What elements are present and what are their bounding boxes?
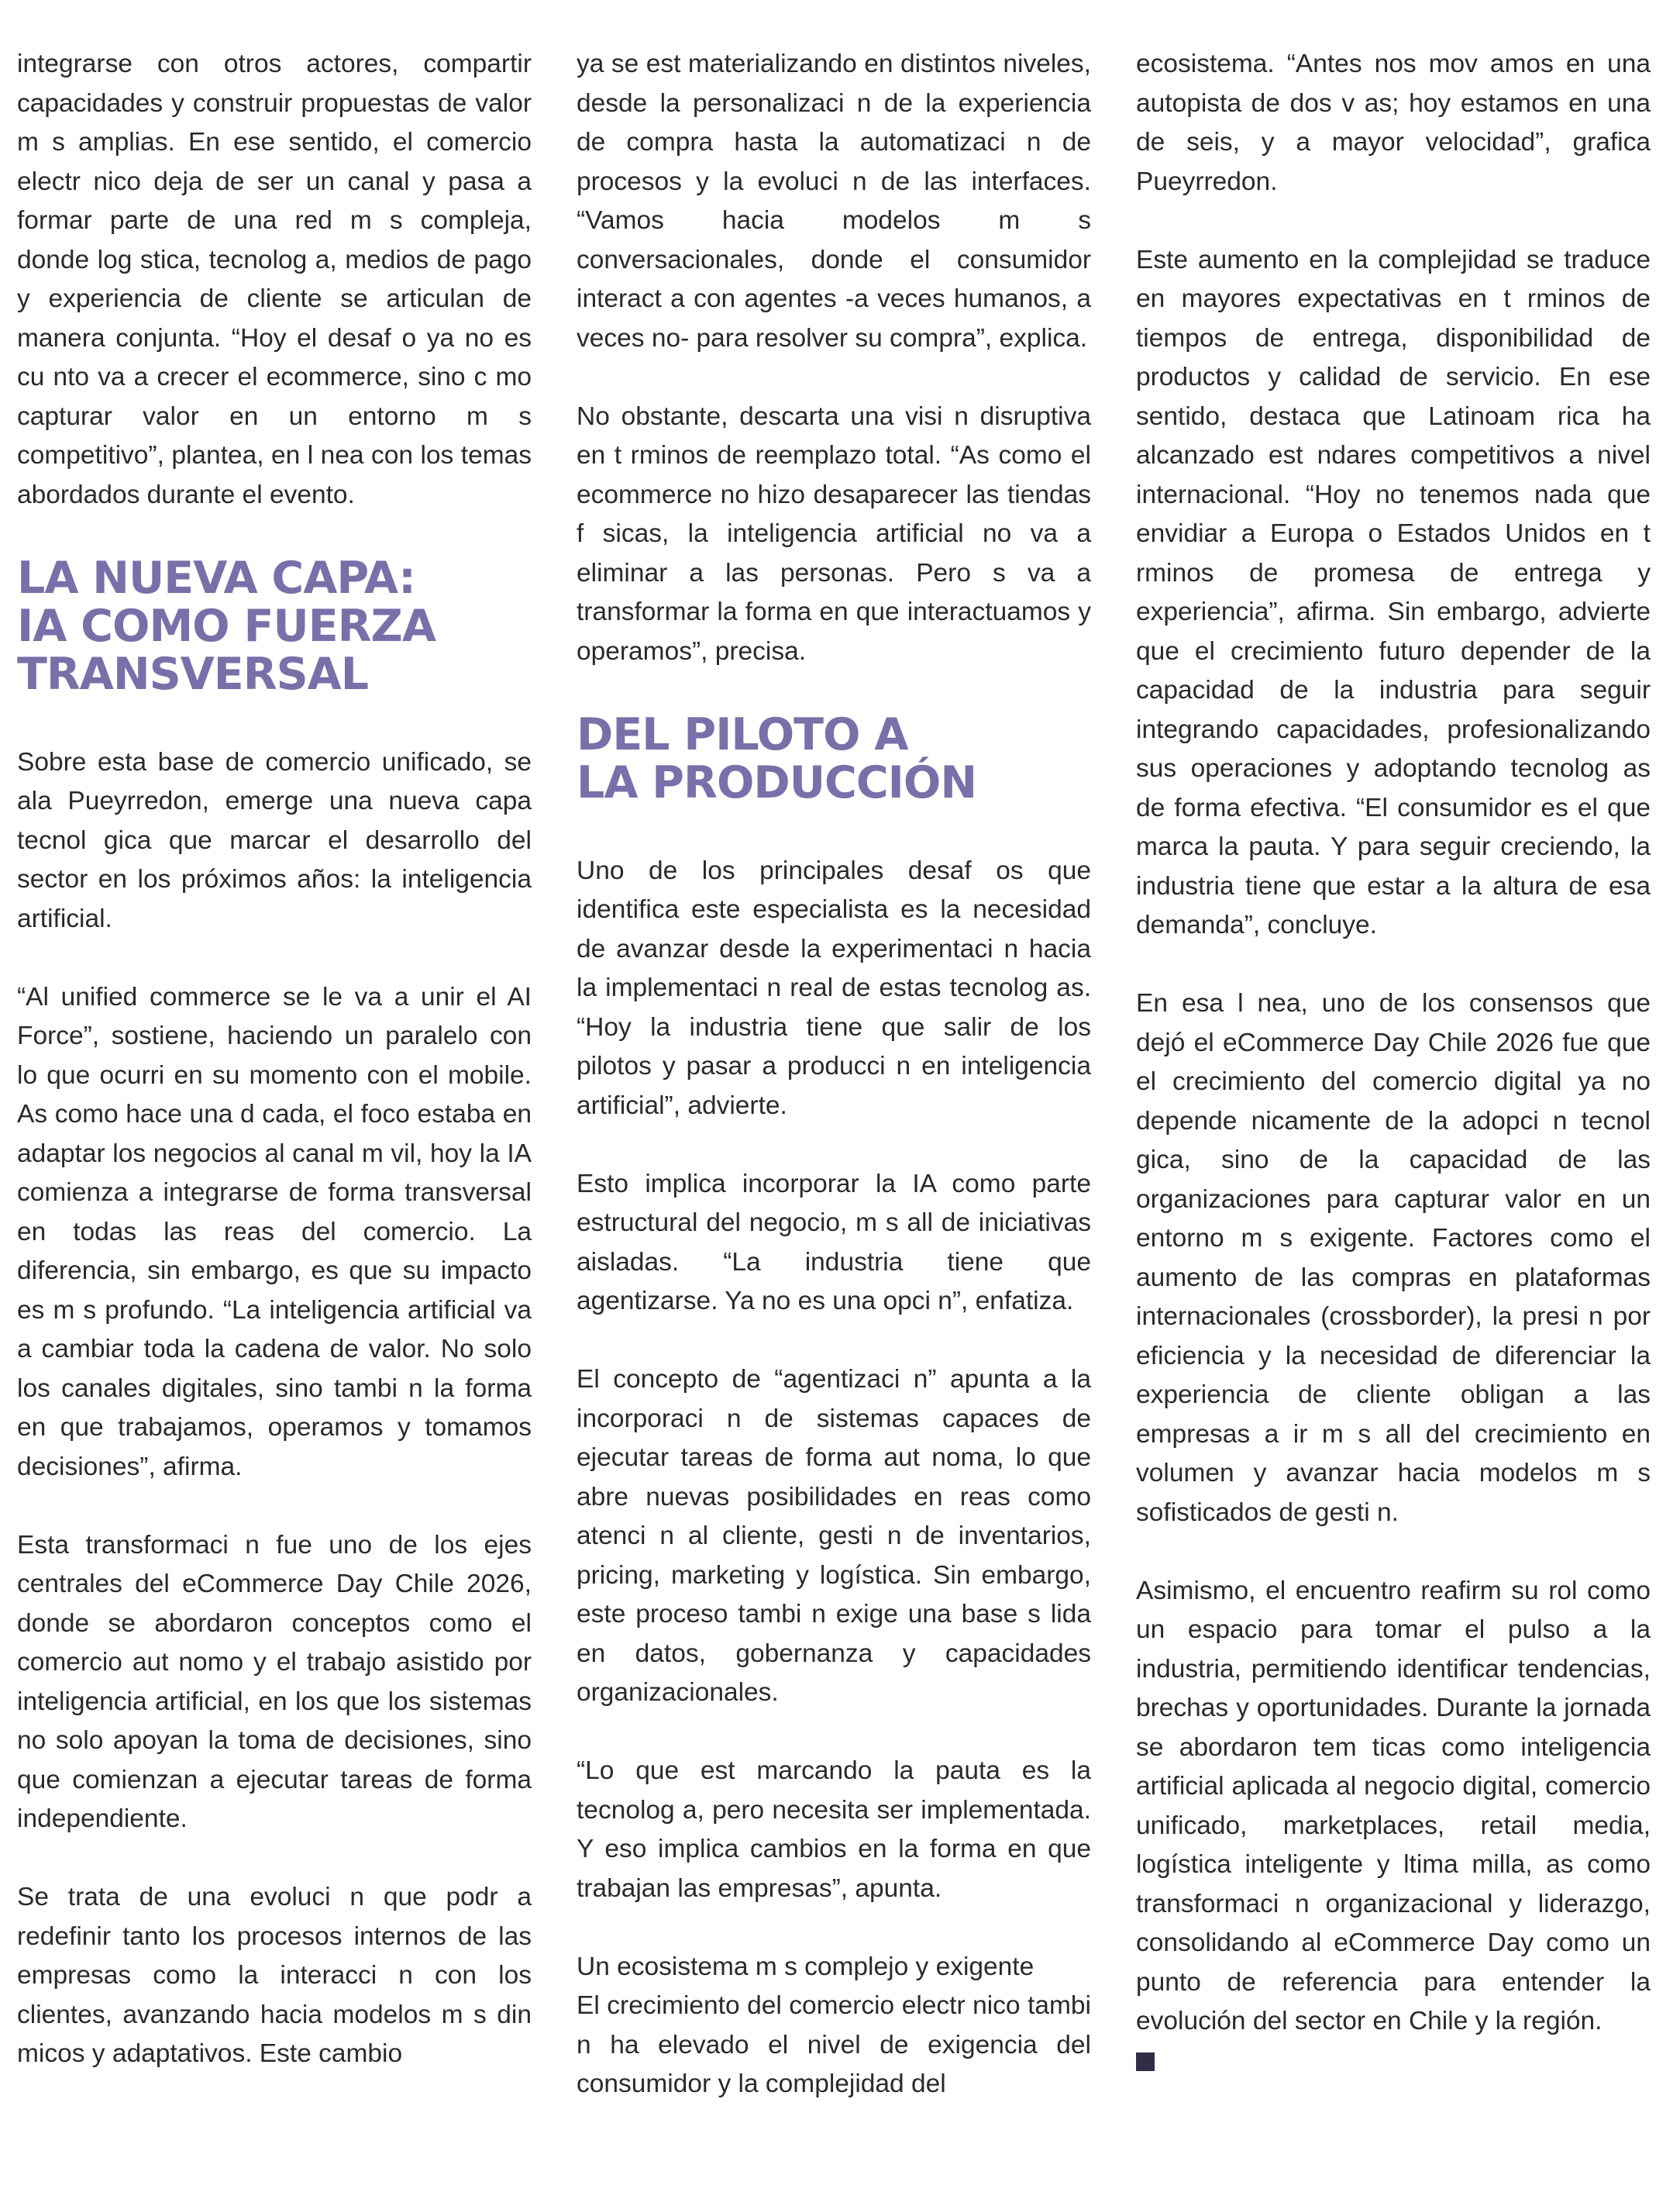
column-2 <box>577 45 1091 2143</box>
paragraph: “Al unified commerce se le va a unir el AI Force”, sostiene, haciendo un paralelo con lo que ocurri en su momento con el mobile. As como hace una d cada, el foco estaba en adaptar los negocios al canal m vil, hoy la IA comienza a integrarse de forma transversal en todas las reas del comercio. La diferencia, sin embargo, es que su impacto es m s profundo. “La inteligencia artificial va a cambiar toda la cadena de valor. No solo los canales digitales, sino tambi n la forma en que trabajamos, operamos y tomamos decisiones”, afirma. <box>17 982 532 1481</box>
paragraph: Uno de los principales desaf os que identifica este especialista es la necesidad de avanzar desde la experimentaci n hacia la implementaci n real de estas tecnolog as. “Hoy la industria tiene que salir de los pilotos y pasar a producci n en inteligencia artificial”, advierte. <box>577 856 1091 1120</box>
paragraph: Sobre esta base de comercio unificado, se ala Pueyrredon, emerge una nueva capa tecnol gica que marcar el desarrollo del sector en los próximos años: la inteligencia artificial. <box>17 747 532 933</box>
paragraph: En esa l nea, uno de los consensos que dejó el eCommerce Day Chile 2026 fue que el crecimiento del comercio digital ya no depende nicamente de la adopci n tecnol gica, sino de la capacidad de las organizaciones para capturar valor en un entorno m s exigente. Factores como el aumento de las compras en plataformas internacionales (crossborder), la presi n por eficiencia y la necesidad de diferenciar la experiencia de cliente obligan a las empresas a ir m s all del crecimiento en volumen y avanzar hacia modelos m s sofisticados de gesti n. <box>1136 989 1651 1527</box>
column-1 <box>17 45 532 2113</box>
paragraph: El concepto de “agentizaci n” apunta a la incorporaci n de sistemas capaces de ejecutar tareas de forma aut noma, lo que abre nuevas posibilidades en reas como atenci n al cliente, gesti n de inventarios, pricing, marketing y logística. Sin embargo, este proceso tambi n exige una base s lida en datos, gobernanza y capacidades organizacionales. <box>577 1365 1091 1707</box>
paragraph: integrarse con otros actores, compartir capacidades y construir propuestas de valor m s amplias. En ese sentido, el comercio electr nico deja de ser un canal y pasa a formar parte de una red m s compleja, donde log stica, tecnolog a, medios de pago y experiencia de cliente se articulan de manera conjunta. “Hoy el desaf o ya no es cu nto va a crecer el ecommerce, sino c mo capturar valor en un entorno m s competitivo”, plantea, en l nea con los temas abordados durante el evento. <box>17 50 532 509</box>
paragraph: ya se est materializando en distintos niveles, desde la personalizaci n de la experiencia de compra hasta la automatizaci n de procesos y la evoluci n de las interfaces. “Vamos hacia modelos m s conversacionales, donde el consumidor interact a con agentes -a veces humanos, a veces no- para resolver su compra”, explica. <box>577 50 1091 353</box>
column-3 <box>1136 45 1651 2071</box>
paragraph: Un ecosistema m s complejo y exigente El crecimiento del comercio electr nico tambi n ha elevado el nivel de exigencia del consumidor y la complejidad del <box>577 1952 1091 2098</box>
paragraph: No obstante, descarta una visi n disruptiva en t rminos de reemplazo total. “As como el ecommerce no hizo desaparecer las tiendas f sicas, la inteligencia artificial no va a eliminar a las personas. Pero s va a transformar la forma en que interactuamos y operamos”, precisa. <box>577 402 1091 666</box>
paragraph: Asimismo, el encuentro reafirm su rol como un espacio para tomar el pulso a la industria, permitiendo identificar tendencias, brechas y oportunidades. Durante la jornada se abordaron tem ticas como inteligencia artificial aplicada al negocio digital, comercio unificado, marketplaces, retail media, logística inteligente y ltima milla, as como transformaci n organizacional y liderazgo, consolidando al eCommerce Day como un punto de referencia para entender la evolución del sector en Chile y la región. <box>1136 1576 1651 2035</box>
paragraph: Se trata de una evoluci n que podr a redefinir tanto los procesos internos de las empresas como la interacci n con los clientes, avanzando hacia modelos m s din micos y adaptativos. Este cambio <box>17 1883 532 2068</box>
paragraph: Este aumento en la complejidad se traduce en mayores expectativas en t rminos de tiempos de entrega, disponibilidad de productos y calidad de servicio. En ese sentido, destaca que Latinoam rica ha alcanzado est ndares competitivos a nivel internacional. “Hoy no tenemos nada que envidiar a Europa o Estados Unidos en t rminos de promesa de entrega y experiencia”, afirma. Sin embargo, advierte que el crecimiento futuro depender de la capacidad de la industria para seguir integrando capacidades, profesionalizando sus operaciones y adoptando tecnolog as de forma efectiva. “El consumidor es el que marca la pauta. Y para seguir creciendo, la industria tiene que estar a la altura de esa demanda”, concluye. <box>1136 245 1651 939</box>
section-heading: LA NUEVA CAPA: IA COMO FUERZA TRANSVERSAL <box>17 552 435 700</box>
section-heading: DEL PILOTO A LA PRODUCCIÓN <box>577 708 977 808</box>
paragraph: “Lo que est marcando la pauta es la tecnolog a, pero necesita ser implementada. Y eso implica cambios en la forma en que trabajan las empresas”, apunta. <box>577 1756 1091 1903</box>
square-end-icon <box>1136 2052 1155 2071</box>
paragraph: Esto implica incorporar la IA como parte estructural del negocio, m s all de iniciativas aisladas. “La industria tiene que agentizarse. Ya no es una opci n”, enfatiza. <box>577 1169 1091 1315</box>
paragraph: Esta transformaci n fue uno de los ejes centrales del eCommerce Day Chile 2026, donde se abordaron conceptos como el comercio aut nomo y el trabajo asistido por inteligencia artificial, en los que los sistemas no solo apoyan la toma de decisiones, sino que comienzan a ejecutar tareas de forma independiente. <box>17 1530 532 1833</box>
paragraph: ecosistema. “Antes nos mov amos en una autopista de dos v as; hoy estamos en una de seis, y a mayor velocidad”, grafica Pueyrredon. <box>1136 50 1651 196</box>
